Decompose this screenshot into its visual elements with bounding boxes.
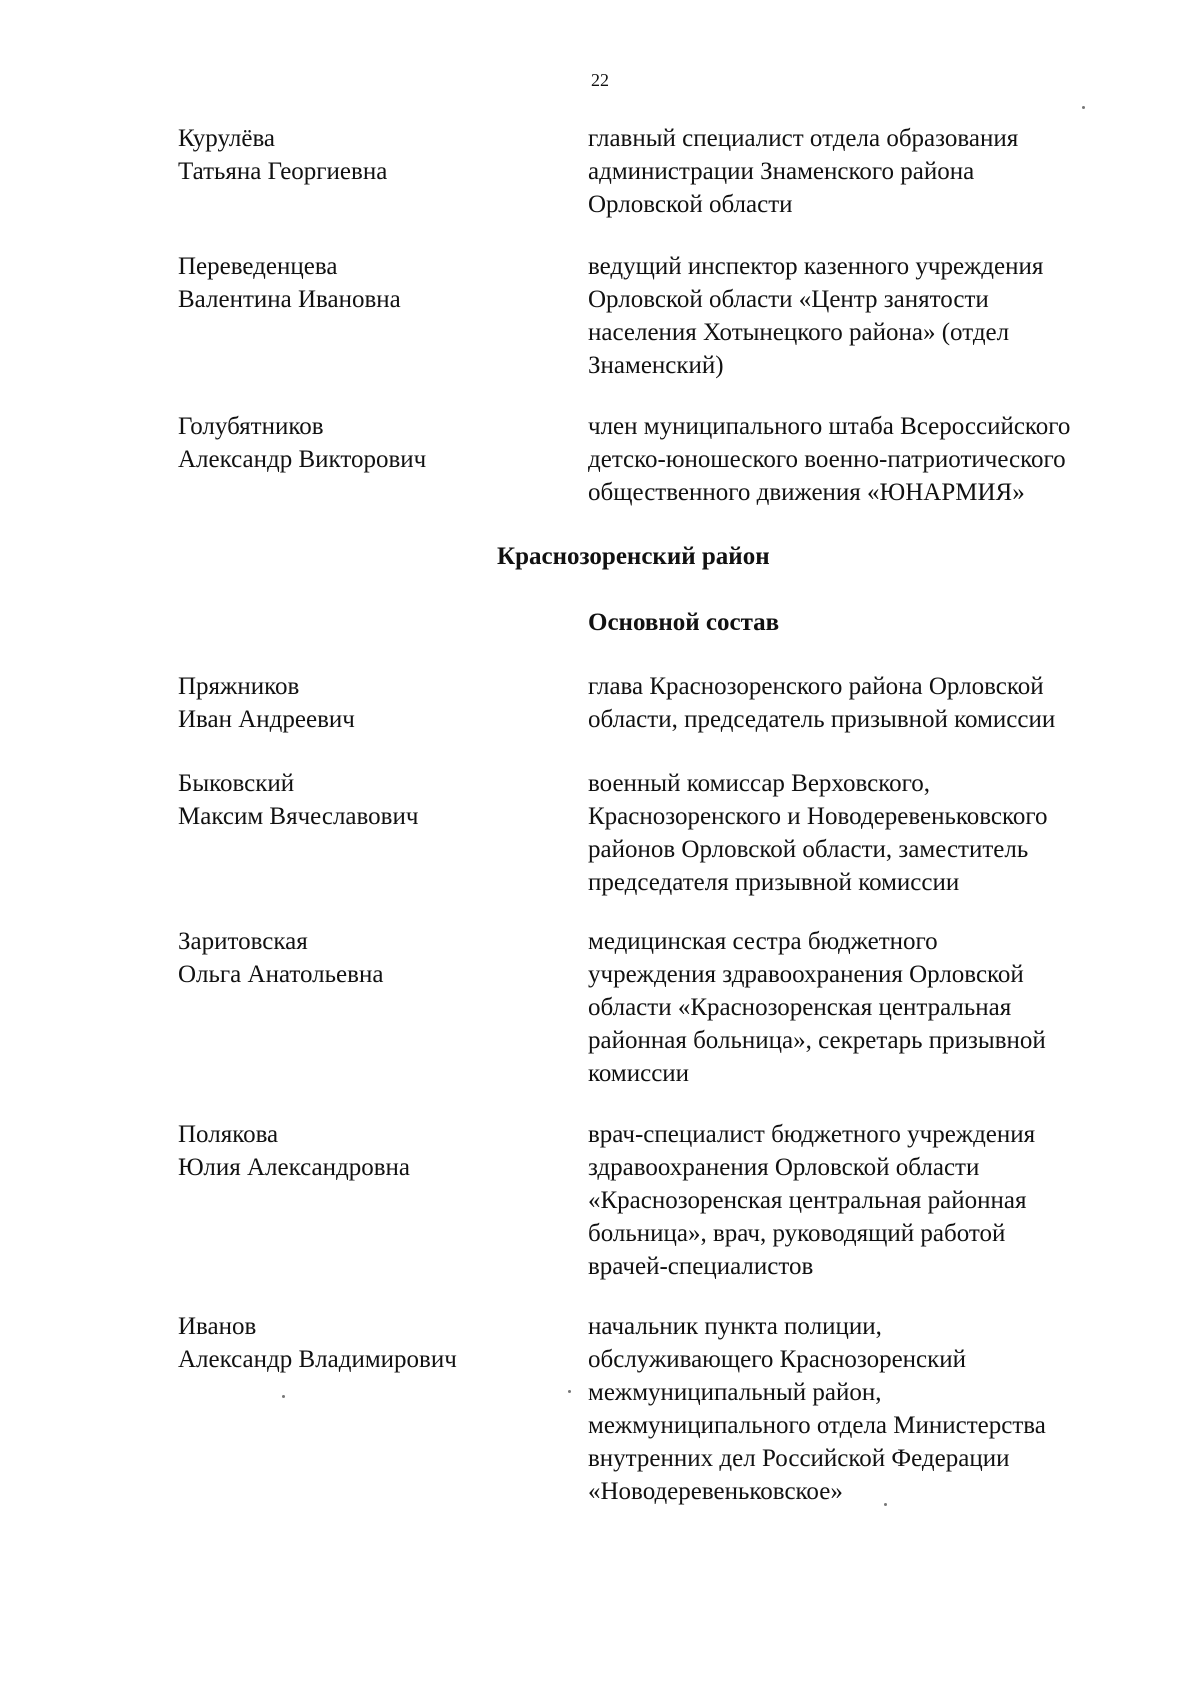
scan-speck	[1082, 106, 1085, 109]
role-line: председателя призывной комиссии	[588, 869, 960, 896]
scan-speck	[282, 1395, 285, 1398]
member-name	[178, 250, 558, 316]
role-line: Знаменский)	[588, 352, 724, 379]
role-line: области, председатель призывной комиссии	[588, 706, 1056, 733]
member-surname: Голубятников	[178, 413, 324, 440]
role-line: врач-специалист бюджетного учреждения	[588, 1121, 1036, 1148]
role-line: межмуниципального отдела Министерства	[588, 1412, 1046, 1439]
role-line: комиссии	[588, 1060, 690, 1087]
member-surname: Иванов	[178, 1313, 257, 1340]
role-line: районная больница», секретарь призывной	[588, 1027, 1046, 1054]
role-line: Орловской области «Центр занятости	[588, 286, 989, 313]
role-line: медицинская сестра бюджетного	[588, 928, 938, 955]
role-line: внутренних дел Российской Федерации	[588, 1445, 1010, 1472]
role-line: учреждения здравоохранения Орловской	[588, 961, 1024, 988]
role-line: врачей-специалистов	[588, 1253, 814, 1280]
member-name	[178, 1118, 558, 1184]
role-line: районов Орловской области, заместитель	[588, 836, 1029, 863]
member-given-names: Ольга Анатольевна	[178, 961, 384, 988]
member-surname: Курулёва	[178, 125, 276, 152]
role-line: член муниципального штаба Всероссийского	[588, 413, 1071, 440]
role-line: населения Хотынецкого района» (отдел	[588, 319, 1010, 346]
member-given-names: Татьяна Георгиевна	[178, 158, 388, 185]
member-role	[588, 670, 1148, 736]
member-given-names: Максим Вячеславович	[178, 803, 419, 830]
member-role	[588, 122, 1148, 221]
member-role	[588, 1118, 1148, 1283]
role-line: глава Краснозоренского района Орловской	[588, 673, 1044, 700]
member-surname: Заритовская	[178, 928, 308, 955]
member-name	[178, 925, 558, 991]
member-given-names: Александр Викторович	[178, 446, 427, 473]
member-role	[588, 1310, 1148, 1508]
member-given-names: Юлия Александровна	[178, 1154, 410, 1181]
role-line: здравоохранения Орловской области	[588, 1154, 980, 1181]
role-line: ведущий инспектор казенного учреждения	[588, 253, 1044, 280]
role-line: начальник пункта полиции,	[588, 1313, 882, 1340]
member-given-names: Александр Владимирович	[178, 1346, 457, 1373]
district-heading: Краснозоренский район	[497, 543, 770, 570]
role-line: общественного движения «ЮНАРМИЯ»	[588, 479, 1025, 506]
member-given-names: Иван Андреевич	[178, 706, 355, 733]
member-name	[178, 670, 558, 736]
role-line: «Краснозоренская центральная районная	[588, 1187, 1027, 1214]
member-name	[178, 767, 558, 833]
role-line: детско-юношеского военно-патриотического	[588, 446, 1066, 473]
member-role	[588, 410, 1148, 509]
member-role	[588, 925, 1148, 1090]
scan-speck	[568, 1390, 571, 1393]
role-line: обслуживающего Краснозоренский	[588, 1346, 967, 1373]
section-heading: Основной состав	[588, 609, 780, 636]
member-name	[178, 410, 558, 476]
member-name	[178, 122, 558, 188]
member-given-names: Валентина Ивановна	[178, 286, 401, 313]
member-surname: Полякова	[178, 1121, 279, 1148]
member-surname: Переведенцева	[178, 253, 338, 280]
page-number: 22	[591, 70, 609, 90]
member-surname: Быковский	[178, 770, 295, 797]
role-line: «Новодеревеньковское»	[588, 1478, 843, 1505]
scan-speck	[884, 1503, 887, 1506]
member-role	[588, 767, 1148, 899]
role-line: межмуниципальный район,	[588, 1379, 882, 1406]
member-role	[588, 250, 1148, 382]
member-name	[178, 1310, 558, 1376]
role-line: главный специалист отдела образования	[588, 125, 1019, 152]
role-line: Орловской области	[588, 191, 793, 218]
role-line: больница», врач, руководящий работой	[588, 1220, 1006, 1247]
member-surname: Пряжников	[178, 673, 300, 700]
role-line: Краснозоренского и Новодеревеньковского	[588, 803, 1048, 830]
role-line: военный комиссар Верховского,	[588, 770, 930, 797]
role-line: администрации Знаменского района	[588, 158, 975, 185]
role-line: области «Краснозоренская центральная	[588, 994, 1012, 1021]
